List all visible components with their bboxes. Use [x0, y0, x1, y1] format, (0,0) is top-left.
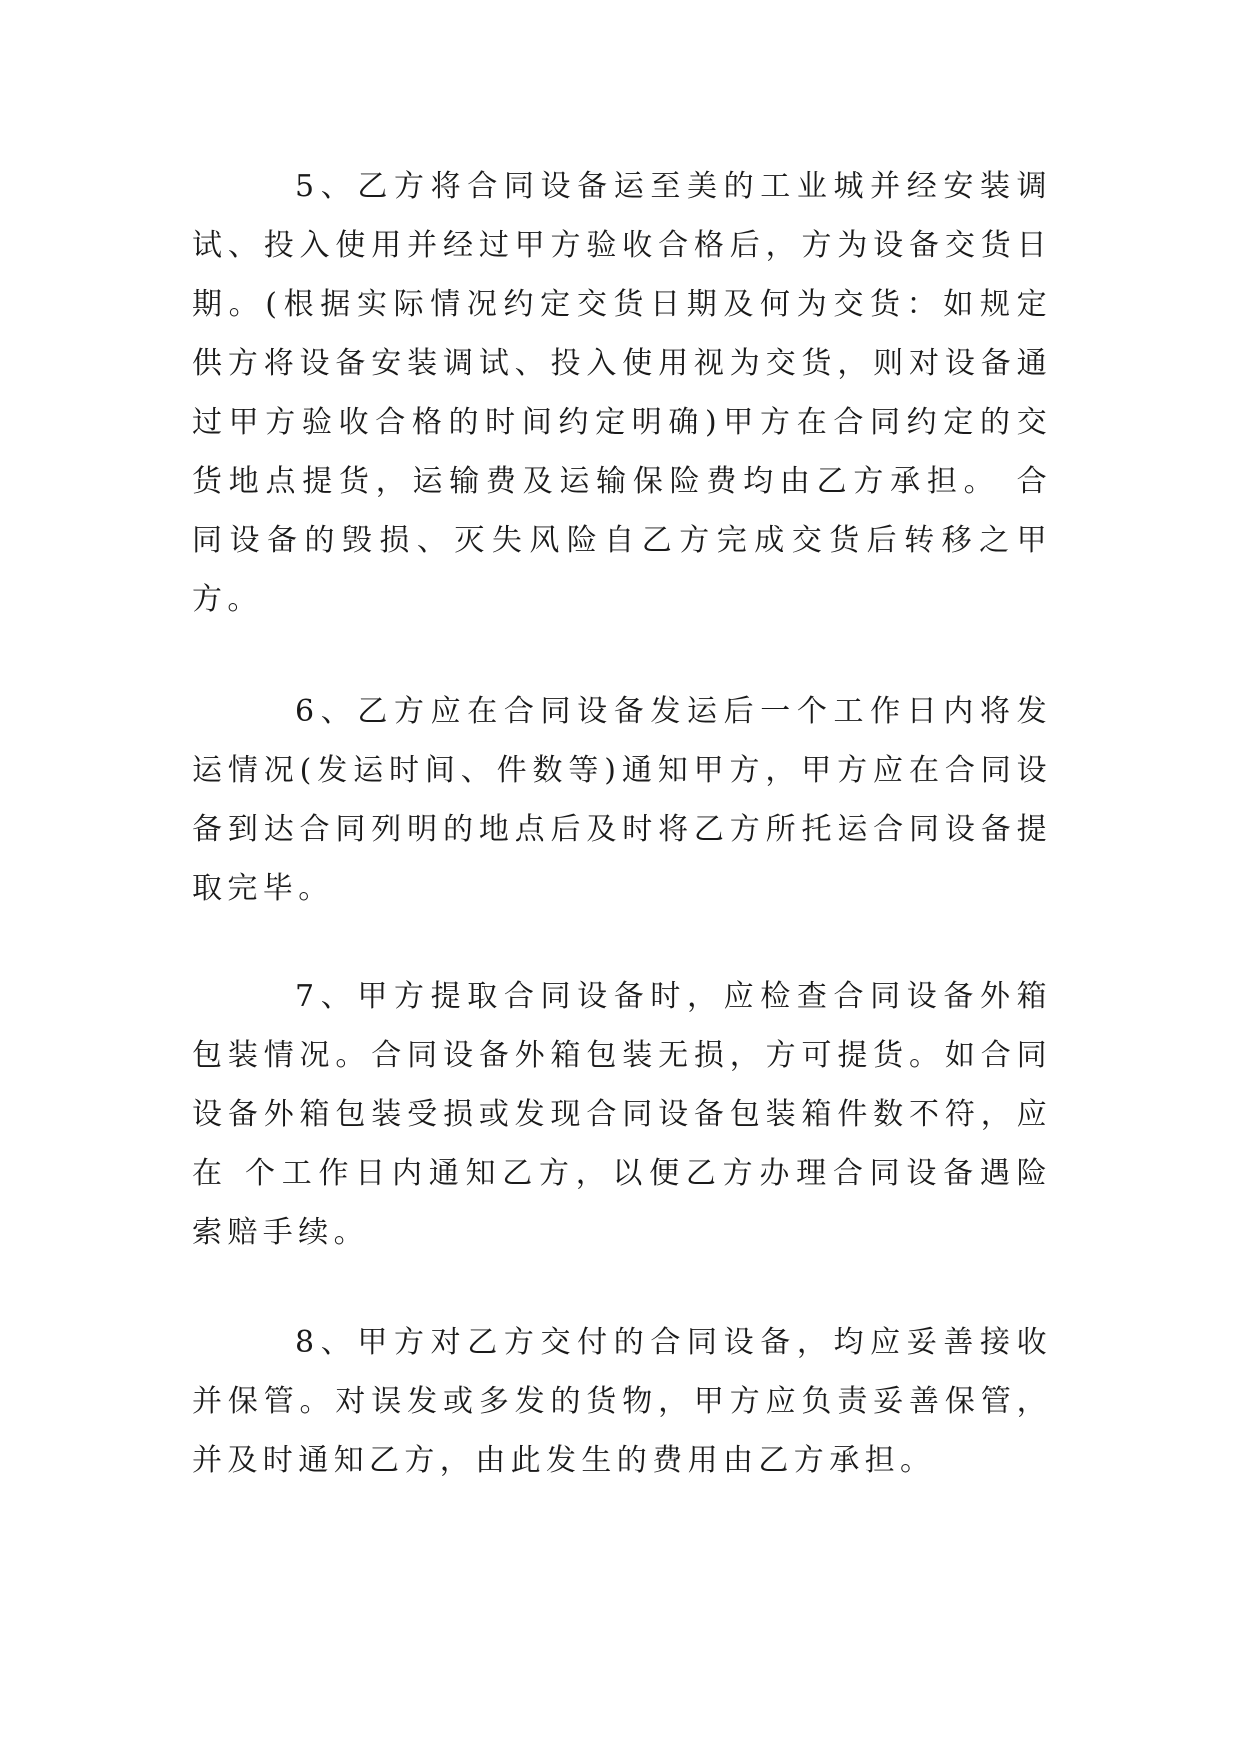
clause-8-paragraph: 8、甲方对乙方交付的合同设备，均应妥善接收并保管。对误发或多发的货物，甲方应负责妥善保管，并及时通知乙方，由此发生的费用由乙方承担。: [192, 1325, 1052, 1478]
clause-5-paragraph: 5、乙方将合同设备运至美的工业城并经安装调试、投入使用并经过甲方验收合格后，方为设备交货日期。(根据实际情况约定交货日期及何为交货：如规定供方将设备安装调试、投入使用视为交货，则对设备通过甲方验收合格的时间约定明确)甲方在合同约定的交货地点提货，运输费及运输保险费均由乙方承担。 合同设备的毁损、灭失风险自乙方完成交货后转移之甲方。: [192, 169, 1052, 617]
clause-7-paragraph: 7、甲方提取合同设备时，应检查合同设备外箱包装情况。合同设备外箱包装无损，方可提货。如合同设备外箱包装受损或发现合同设备包装箱件数不符，应在 个工作日内通知乙方，以便乙方办理合同设备遇险索赔手续。: [192, 979, 1052, 1250]
clause-6-paragraph: 6、乙方应在合同设备发运后一个工作日内将发运情况(发运时间、件数等)通知甲方，甲方应在合同设备到达合同列明的地点后及时将乙方所托运合同设备提取完毕。: [192, 694, 1052, 906]
